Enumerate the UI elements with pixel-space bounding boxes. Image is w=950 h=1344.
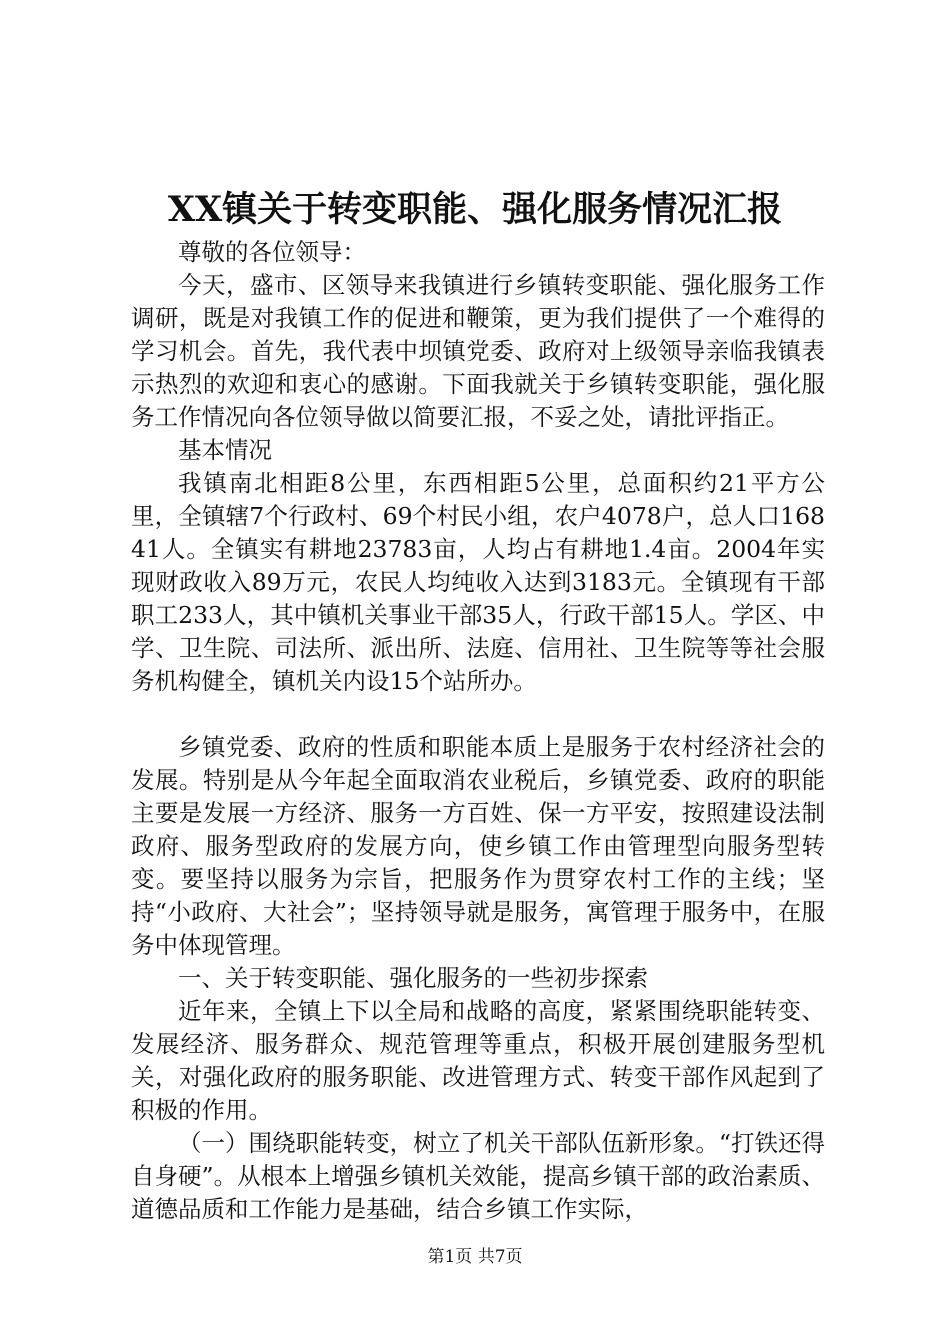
document-title: XX镇关于转变职能、强化服务情况汇报 [167,189,783,230]
paragraph-recent-years: 近年来，全镇上下以全局和战略的高度，紧紧围绕职能转变、发展经济、服务群众、规范管理等重点，积极开展创建服务型机关，对强化政府的服务职能、改进管理方式、转变干部作风起到了积极的作用。 [131,997,825,1124]
document-body [131,236,825,1226]
section-heading-one: 一、关于转变职能、强化服务的一些初步探索 [178,964,648,992]
paragraph-item-one: （一）围绕职能转变，树立了机关干部队伍新形象。“打铁还得自身硬”。从根本上增强乡镇机关效能，提高乡镇干部的政治素质、道德品质和工作能力是基础，结合乡镇工作实际， [131,1129,825,1223]
section-heading-basic: 基本情况 [178,436,272,464]
paragraph-functions: 乡镇党委、政府的性质和职能本质上是服务于农村经济社会的发展。特别是从今年起全面取消农业税后，乡镇党委、政府的职能主要是发展一方经济、服务一方百姓、保一方平安，按照建设法制政府、服务型政府的发展方向，使乡镇工作由管理型向服务型转变。要坚持以服务为宗旨，把服务作为贯穿农村工作的主线；坚持“小政府、大社会”；坚持领导就是服务，寓管理于服务中，在服务中体现管理。 [131,733,825,959]
paragraph-intro: 今天，盛市、区领导来我镇进行乡镇转变职能、强化服务工作调研，既是对我镇工作的促进和鞭策，更为我们提供了一个难得的学习机会。首先，我代表中坝镇党委、政府对上级领导亲临我镇表示热烈的欢迎和衷心的感谢。下面我就关于乡镇转变职能，强化服务工作情况向各位领导做以简要汇报，不妥之处，请批评指正。 [131,271,825,431]
salutation: 尊敬的各位领导： [178,238,366,266]
page-number: 第1页 共7页 [427,1247,523,1267]
paragraph-basic-info: 我镇南北相距8公里，东西相距5公里，总面积约21平方公里，全镇辖7个行政村、69个村民小组，农户4078户，总人口16841人。全镇实有耕地23783亩，人均占有耕地1.4亩。2004年实现财政收入89万元，农民人均纯收入达到3183元。全镇现有干部职工233人，其中镇机关事业干部35人，行政干部15人。学区、中学、卫生院、司法所、派出所、法庭、信用社、卫生院等等社会服务机构健全，镇机关内设15个站所办。 [131,469,825,695]
